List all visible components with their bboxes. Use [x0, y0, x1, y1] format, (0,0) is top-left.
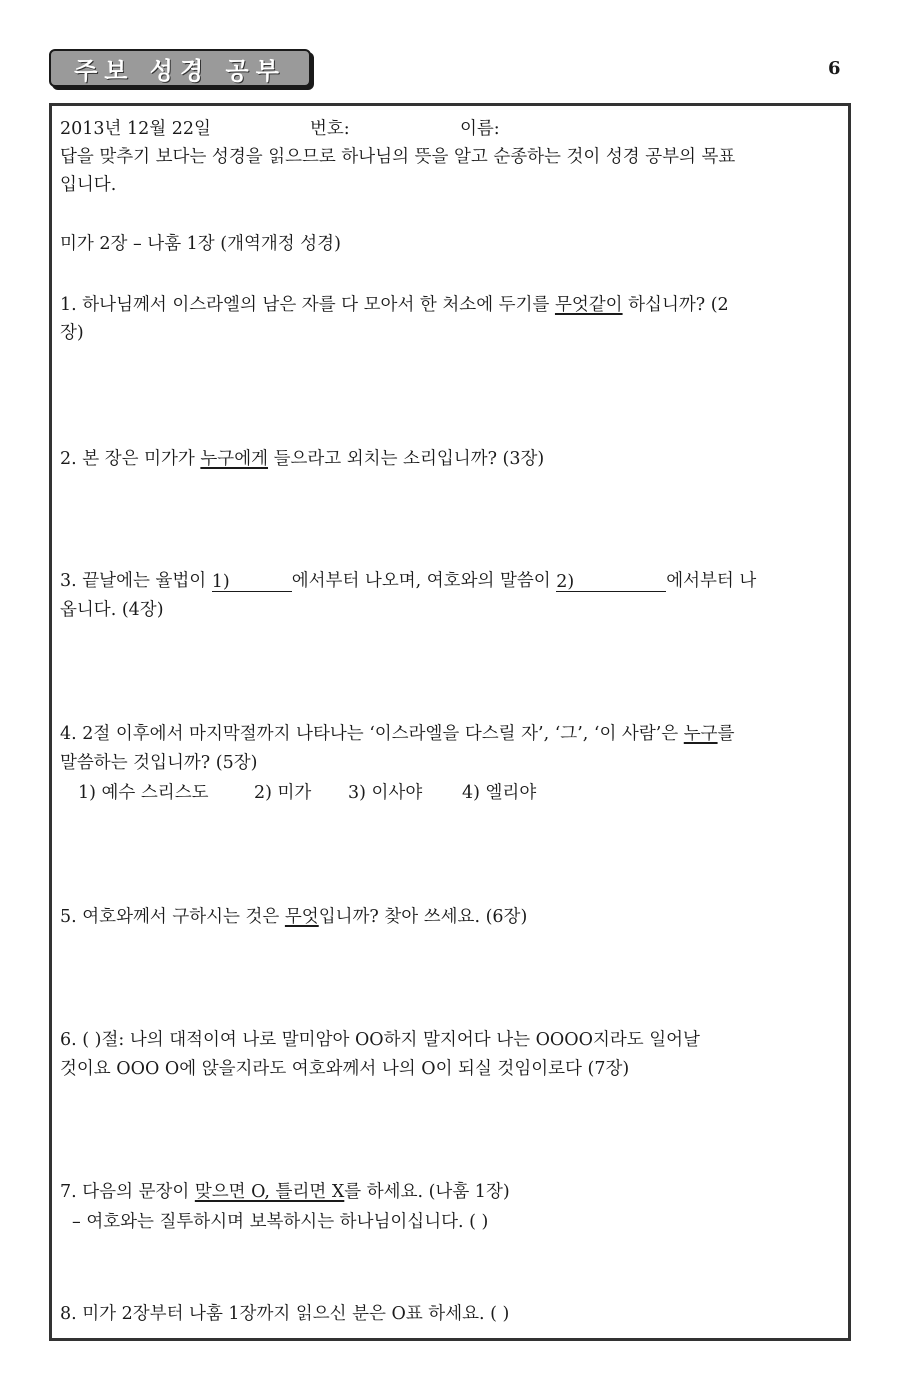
question-6-cont: 것이요 OOO O에 앉을지라도 여호와께서 나의 O이 되실 것임이로다 (7장)	[60, 1059, 630, 1079]
q3-text-mid: 에서부터 나오며, 여호와의 말씀이	[291, 571, 557, 591]
q2-text-end: 들으라고 외치는 소리입니까? (3장)	[268, 449, 545, 469]
question-3	[60, 570, 756, 592]
q4-option-4[interactable]: 4) 엘리야	[462, 783, 537, 803]
q3-text-end: 에서부터 나	[666, 571, 757, 591]
question-6: 6. ( )절: 나의 대적이여 나로 말미암아 OO하지 말지어다 나는 OOOO지라도 일어날	[60, 1030, 700, 1050]
number-label: 번호:	[310, 119, 350, 139]
reading-range: 미가 2장 – 나훔 1장 (개역개정 성경)	[60, 234, 341, 254]
worksheet-title-box	[49, 49, 311, 87]
info-row	[60, 118, 500, 140]
q2-emphasis: 누구에게	[200, 449, 269, 469]
worksheet-title: 주보 성경 공부	[74, 56, 286, 85]
page-number: 6	[828, 58, 841, 79]
question-5	[60, 906, 527, 928]
q3-blank-1-label: 1)	[211, 572, 230, 592]
q1-text-end: 하십니까? (2	[622, 295, 729, 315]
q5-emphasis: 무엇	[284, 907, 319, 927]
question-7	[60, 1181, 510, 1203]
question-1	[60, 294, 729, 316]
question-4-options	[78, 782, 536, 804]
q3-answer-blank-2[interactable]	[556, 571, 666, 592]
q1-emphasis: 무엇같이	[554, 295, 623, 315]
name-label: 이름:	[460, 119, 500, 139]
date-text: 2013년 12월 22일	[60, 119, 211, 139]
q4-option-1[interactable]: 1) 예수 스리스도	[78, 783, 209, 803]
q4-option-3[interactable]: 3) 이사야	[348, 783, 423, 803]
worksheet-frame	[49, 103, 851, 1341]
q7-text-end: 를 하세요. (나훔 1장)	[344, 1182, 510, 1202]
q4-emphasis: 누구	[683, 724, 718, 744]
q5-text-end: 입니까? 찾아 쓰세요. (6장)	[318, 907, 528, 927]
q7-emphasis: 맞으면 O, 틀리면 X	[194, 1182, 345, 1202]
question-3-cont: 옵니다. (4장)	[60, 600, 164, 620]
q4-text: 4. 2절 이후에서 마지막절까지 나타나는 ‘이스라엘을 다스릴 자’, ‘그’, ‘이 사람’은	[60, 724, 684, 744]
q5-text: 5. 여호와께서 구하시는 것은	[60, 907, 285, 927]
question-7-statement: – 여호와는 질투하시며 보복하시는 하나님이십니다. ( )	[72, 1212, 489, 1232]
q3-answer-blank-1[interactable]	[212, 571, 292, 592]
q7-text: 7. 다음의 문장이	[60, 1182, 195, 1202]
q4-text-end: 를	[717, 724, 735, 744]
question-1-cont: 장)	[60, 323, 84, 343]
q4-option-2[interactable]: 2) 미가	[254, 783, 312, 803]
intro-line-2: 입니다.	[60, 175, 117, 195]
q3-text: 3. 끝날에는 율법이	[60, 571, 212, 591]
q1-text: 1. 하나님께서 이스라엘의 남은 자를 다 모아서 한 처소에 두기를	[60, 295, 555, 315]
question-8: 8. 미가 2장부터 나훔 1장까지 읽으신 분은 O표 하세요. ( )	[60, 1304, 510, 1324]
intro-line-1: 답을 맞추기 보다는 성경을 읽으므로 하나님의 뜻을 알고 순종하는 것이 성경 공부의 목표	[60, 147, 736, 167]
q3-blank-2-label: 2)	[556, 572, 575, 592]
question-4-cont: 말씀하는 것입니까? (5장)	[60, 753, 258, 773]
question-2	[60, 448, 544, 470]
q2-text: 2. 본 장은 미가가	[60, 449, 201, 469]
question-4	[60, 723, 734, 745]
